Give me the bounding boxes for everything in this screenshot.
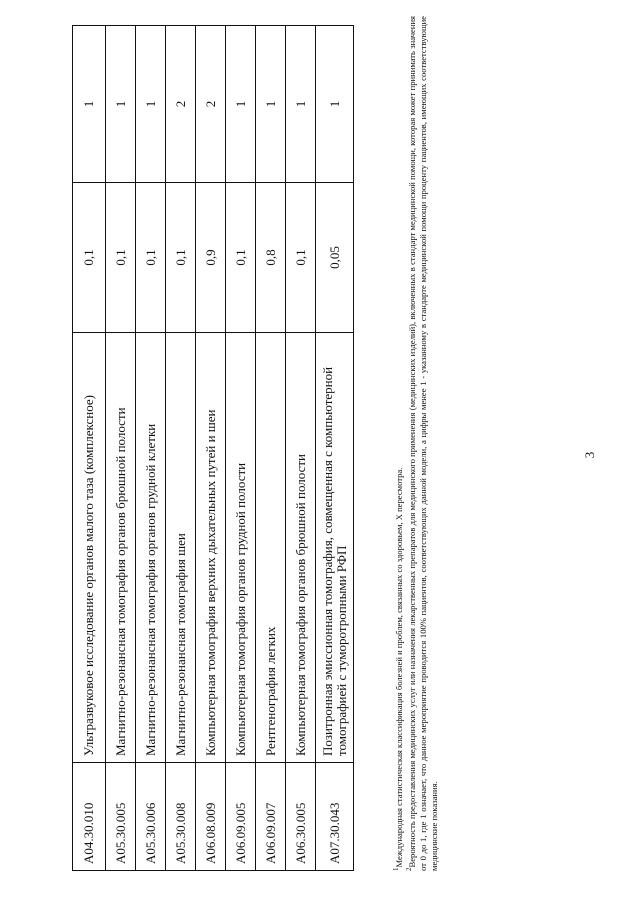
service-code: A06.30.005 <box>286 763 316 871</box>
table-row <box>256 26 286 871</box>
service-frequency: 0,1 <box>286 183 316 333</box>
service-code: A06.09.007 <box>256 763 286 871</box>
service-multiplicity: 2 <box>166 26 196 183</box>
table-row <box>286 26 316 871</box>
service-frequency: 0,8 <box>256 183 286 333</box>
table-row <box>73 26 106 871</box>
service-multiplicity: 1 <box>256 26 286 183</box>
service-multiplicity: 1 <box>106 26 136 183</box>
service-frequency: 0,1 <box>166 183 196 333</box>
service-multiplicity: 1 <box>136 26 166 183</box>
service-name: Компьютерная томография верхних дыхательных путей и шеи <box>196 333 226 763</box>
service-name: Рентгенография легких <box>256 333 286 763</box>
service-name: Ультразвуковое исследование органов малого таза (комплексное) <box>73 333 106 763</box>
footnote-2 <box>404 16 439 871</box>
table-row <box>166 26 196 871</box>
footnote-1-text: Международная статистическая классификация болезней и проблем, связанных со здоровьем, X пересмотра. <box>393 467 404 868</box>
footnote-2-mark: 2 <box>405 867 414 871</box>
service-code: A05.30.005 <box>106 763 136 871</box>
table-row <box>316 26 354 871</box>
service-name: Компьютерная томография органов брюшной полости <box>286 333 316 763</box>
service-code: A05.30.008 <box>166 763 196 871</box>
footnote-2-text: Вероятность предоставления медицинских услуг или назначения лекарственных препаратов для медицинского применения (медицинских изделий), включенных в стандарт медицинской помощи, которая может принимать значения от 0 до 1, где 1 означает, что данное мероприятие проводится 100% пациентов, соответствующих данной модели, а цифры менее 1 - указанному в стандарте медицинской помощи проценту пациентов, имеющих соответствующие медицинские показания. <box>407 16 439 871</box>
table-row <box>196 26 226 871</box>
service-frequency: 0,9 <box>196 183 226 333</box>
service-frequency: 0,1 <box>106 183 136 333</box>
service-name: Компьютерная томография органов грудной полости <box>226 333 256 763</box>
table-row <box>136 26 166 871</box>
service-multiplicity: 1 <box>73 26 106 183</box>
service-frequency: 0,1 <box>73 183 106 333</box>
service-code: A06.09.005 <box>226 763 256 871</box>
service-name: Магнитно-резонансная томография органов брюшной полости <box>106 333 136 763</box>
footnote-1 <box>391 16 404 871</box>
service-name: Позитронная эмиссионная томография, совмещенная с компьютерной томографией с туморотропными РФП <box>316 333 354 763</box>
footnotes <box>391 16 439 871</box>
service-name: Магнитно-резонансная томография органов грудной клетки <box>136 333 166 763</box>
service-multiplicity: 1 <box>226 26 256 183</box>
service-frequency: 0,05 <box>316 183 354 333</box>
service-frequency: 0,1 <box>226 183 256 333</box>
service-multiplicity: 1 <box>286 26 316 183</box>
service-name: Магнитно-резонансная томография шеи <box>166 333 196 763</box>
table-row <box>226 26 256 871</box>
service-multiplicity: 1 <box>316 26 354 183</box>
service-code: A05.30.006 <box>136 763 166 871</box>
page-number: 3 <box>582 451 597 459</box>
service-code: A06.08.009 <box>196 763 226 871</box>
service-code: A04.30.010 <box>73 763 106 871</box>
service-code: A07.30.043 <box>316 763 354 871</box>
service-frequency: 0,1 <box>136 183 166 333</box>
table-row <box>106 26 136 871</box>
service-multiplicity: 2 <box>196 26 226 183</box>
footnote-1-mark: 1 <box>392 867 400 871</box>
services-table <box>72 25 354 871</box>
